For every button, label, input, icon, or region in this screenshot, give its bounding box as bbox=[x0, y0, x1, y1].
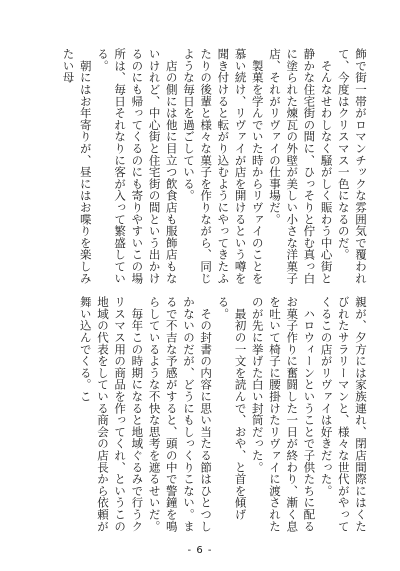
body-text-top: 飾で街一帯がロマンチックな雰囲気で覆われて、今度はクリスマス一色になるのだ。 そんなせわしなく騒がしく賑わう中心街と静かな住宅街の間に、ひっそりと佇む真っ白に塗られた煉瓦の外壁が美しい小さな洋菓子店、それがリヴァイの仕事場だ。 製菓を学んでいた時からリヴァイのことを慕い続け、リヴァイが店を開けるという噂を聞き付けると転がり込むようにやってきたふたりの後輩と様々な菓子を作りながら、同じような毎日を過ごしている。 店の側には他に目立つ飲食店も服飾店もないけれど、中心街と住宅街の間という出かけるのにも帰ってくるのにも寄りやすいこの場所は、毎日それなりに客が入って繁盛している。 朝にはお年寄りが、昼にはお喋りを楽しみたい母 bbox=[61, 48, 368, 284]
page-number: - 6 - bbox=[187, 545, 213, 556]
body-text-bottom: 親が、夕方には家族連れ、閉店間際にはくたびれたサラリーマンと、様々な世代がやってくるこの店がリヴァイは好きだった。 ハロウィーンということで子供たちに配るお菓子作りに奮闘した一日が終わり、漸く息を吐いて椅子に腰掛けたリヴァイに渡されたのが先に挙げた白い封筒だった。 最初の一文を読んで、おや、と首を傾げる。 その封書の内容に思い当たる節はひとつしかないのだが、どうにもしっくりこない。まるで不吉な予感がすると、頭の中で警鐘を鳴らしているような不快な思考を遮るせいだ。 毎年この時期になると地域ぐるみで行うクリスマス用の商品を作ってくれ、というこの地域の代表をしている商会の店長から依頼が舞い込んでくる。こ bbox=[78, 296, 368, 532]
